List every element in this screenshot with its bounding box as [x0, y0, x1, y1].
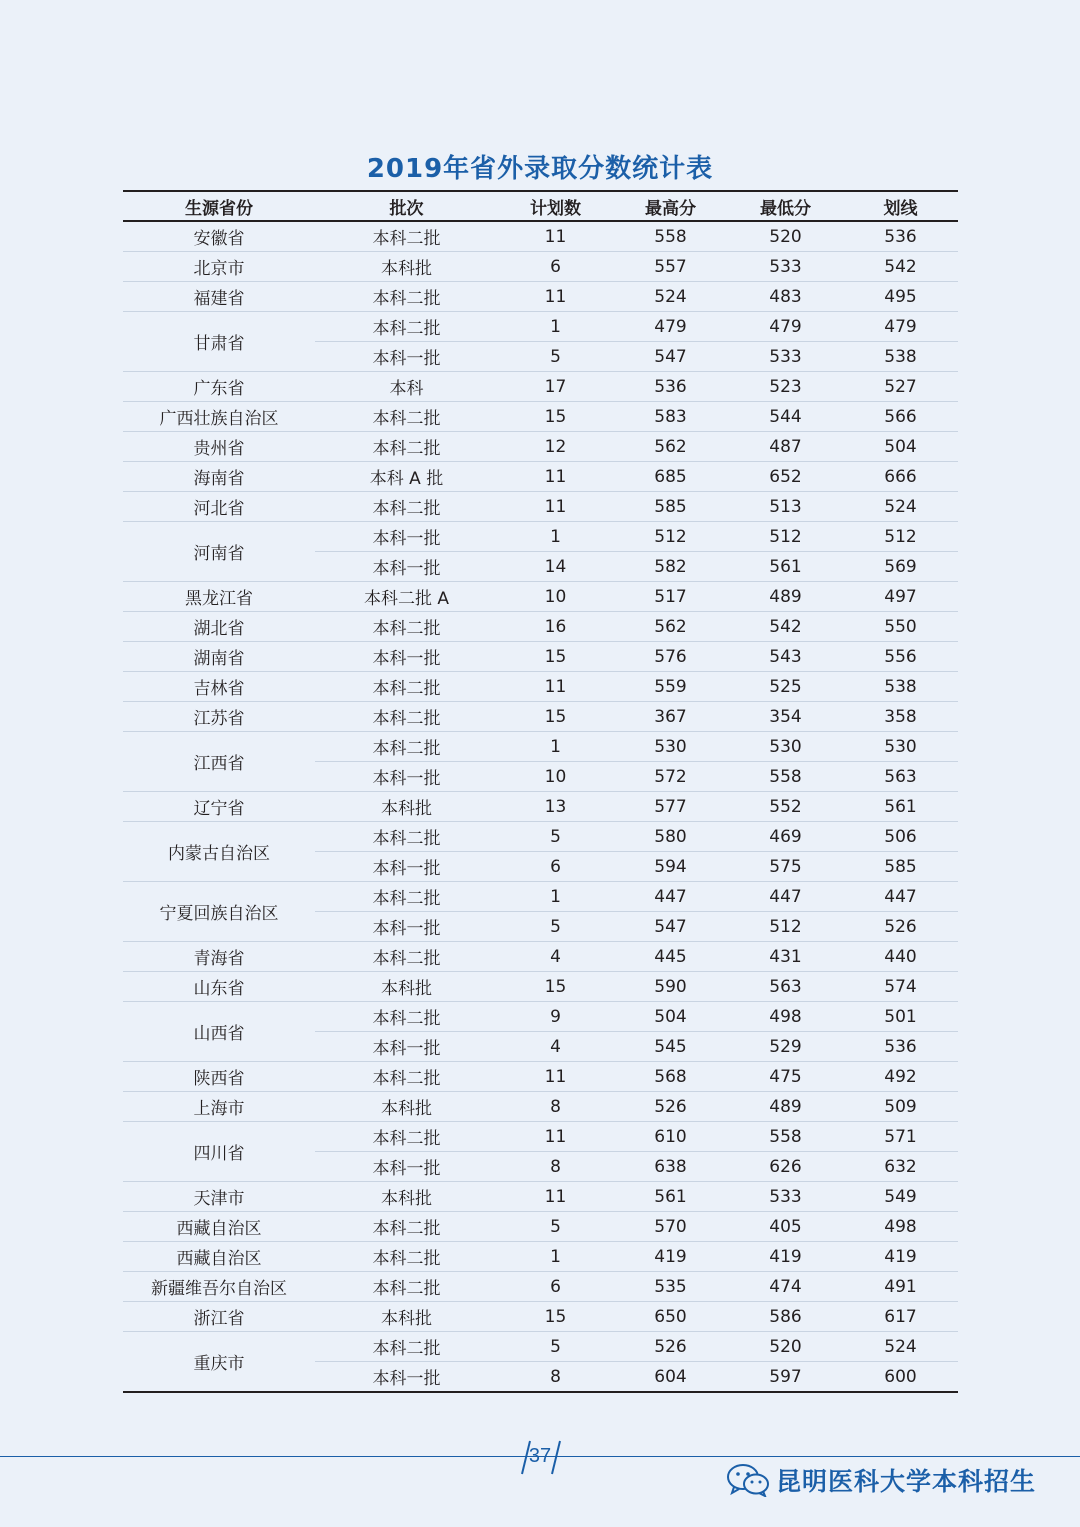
- max-score-cell: 419: [613, 1242, 728, 1272]
- table-row: [123, 1302, 958, 1332]
- table-row: [123, 432, 958, 462]
- min-score-cell: 543: [728, 642, 843, 672]
- max-score-cell: 524: [613, 282, 728, 312]
- batch-cell: 本科二批: [315, 221, 498, 252]
- plan-count-cell: 15: [498, 702, 613, 732]
- min-score-cell: 652: [728, 462, 843, 492]
- max-score-cell: 594: [613, 852, 728, 882]
- max-score-cell: 526: [613, 1332, 728, 1362]
- header-province: 生源省份: [123, 191, 315, 221]
- plan-count-cell: 5: [498, 342, 613, 372]
- cutoff-cell: 527: [843, 372, 958, 402]
- max-score-cell: 685: [613, 462, 728, 492]
- batch-cell: 本科二批: [315, 882, 498, 912]
- max-score-cell: 504: [613, 1002, 728, 1032]
- min-score-cell: 533: [728, 252, 843, 282]
- table-row: [123, 1212, 958, 1242]
- max-score-cell: 536: [613, 372, 728, 402]
- cutoff-cell: 569: [843, 552, 958, 582]
- plan-count-cell: 8: [498, 1092, 613, 1122]
- min-score-cell: 529: [728, 1032, 843, 1062]
- cutoff-cell: 538: [843, 342, 958, 372]
- plan-count-cell: 15: [498, 402, 613, 432]
- max-score-cell: 610: [613, 1122, 728, 1152]
- max-score-cell: 526: [613, 1092, 728, 1122]
- min-score-cell: 354: [728, 702, 843, 732]
- batch-cell: 本科一批: [315, 762, 498, 792]
- table-row: [123, 402, 958, 432]
- table-row: [123, 582, 958, 612]
- table-row: [123, 642, 958, 672]
- max-score-cell: 447: [613, 882, 728, 912]
- min-score-cell: 558: [728, 1122, 843, 1152]
- cutoff-cell: 440: [843, 942, 958, 972]
- cutoff-cell: 566: [843, 402, 958, 432]
- batch-cell: 本科批: [315, 252, 498, 282]
- table-row: [123, 972, 958, 1002]
- table-row: [123, 522, 958, 552]
- header-max-score: 最高分: [613, 191, 728, 221]
- table-row: [123, 492, 958, 522]
- max-score-cell: 561: [613, 1182, 728, 1212]
- page-number-box: [500, 1438, 580, 1478]
- table-row: [123, 612, 958, 642]
- batch-cell: 本科一批: [315, 1152, 498, 1182]
- min-score-cell: 575: [728, 852, 843, 882]
- max-score-cell: 517: [613, 582, 728, 612]
- plan-count-cell: 5: [498, 1212, 613, 1242]
- cutoff-cell: 524: [843, 492, 958, 522]
- min-score-cell: 533: [728, 1182, 843, 1212]
- province-cell: 甘肃省: [123, 312, 315, 372]
- cutoff-cell: 556: [843, 642, 958, 672]
- min-score-cell: 489: [728, 582, 843, 612]
- batch-cell: 本科一批: [315, 342, 498, 372]
- max-score-cell: 650: [613, 1302, 728, 1332]
- cutoff-cell: 492: [843, 1062, 958, 1092]
- min-score-cell: 487: [728, 432, 843, 462]
- max-score-cell: 530: [613, 732, 728, 762]
- province-cell: 吉林省: [123, 672, 315, 702]
- max-score-cell: 570: [613, 1212, 728, 1242]
- province-cell: 山西省: [123, 1002, 315, 1062]
- table-row: [123, 221, 958, 252]
- plan-count-cell: 6: [498, 252, 613, 282]
- plan-count-cell: 5: [498, 912, 613, 942]
- min-score-cell: 447: [728, 882, 843, 912]
- table-row: [123, 1182, 958, 1212]
- cutoff-cell: 617: [843, 1302, 958, 1332]
- plan-count-cell: 1: [498, 522, 613, 552]
- min-score-cell: 513: [728, 492, 843, 522]
- plan-count-cell: 8: [550, 1366, 561, 1387]
- header-plan-count: 计划数: [498, 191, 613, 221]
- cutoff-cell: 501: [843, 1002, 958, 1032]
- table-header-row: [123, 191, 958, 221]
- min-score-cell: 419: [728, 1242, 843, 1272]
- batch-cell: 本科二批: [315, 432, 498, 462]
- batch-cell: 本科二批: [315, 282, 498, 312]
- table-row: [123, 462, 958, 492]
- min-score-cell: 525: [728, 672, 843, 702]
- table-row: [123, 822, 958, 852]
- table-row: [123, 942, 958, 972]
- header-cutoff: 划线: [843, 191, 958, 221]
- table-row: [123, 672, 958, 702]
- batch-cell: 本科一批: [315, 552, 498, 582]
- province-cell: 浙江省: [123, 1302, 315, 1332]
- table-row: [123, 882, 958, 912]
- max-score-cell: 562: [613, 612, 728, 642]
- table-row: [123, 372, 958, 402]
- max-score-cell: 590: [613, 972, 728, 1002]
- province-cell: 宁夏回族自治区: [123, 882, 315, 942]
- min-score-cell: 474: [728, 1272, 843, 1302]
- province-cell: 上海市: [123, 1092, 315, 1122]
- batch-cell: 本科一批: [315, 852, 498, 882]
- cutoff-cell: 574: [843, 972, 958, 1002]
- batch-cell: 本科批: [315, 1182, 498, 1212]
- batch-cell: 本科二批: [315, 492, 498, 522]
- batch-cell: 本科二批: [315, 1332, 498, 1362]
- table-row: [123, 1002, 958, 1032]
- table-row: [123, 732, 958, 762]
- plan-count-cell: 11: [498, 1182, 613, 1212]
- min-score-cell: 530: [728, 732, 843, 762]
- province-cell: 新疆维吾尔自治区: [123, 1272, 315, 1302]
- batch-cell: 本科 A 批: [315, 462, 498, 492]
- min-score-cell: 431: [728, 942, 843, 972]
- page-number: 37: [528, 1445, 552, 1467]
- plan-count-cell: 11: [498, 221, 613, 252]
- cutoff-cell: 542: [843, 252, 958, 282]
- batch-cell: 本科二批: [315, 732, 498, 762]
- table-row: [123, 1272, 958, 1302]
- cutoff-cell: 563: [843, 762, 958, 792]
- min-score-cell: 597: [769, 1366, 802, 1387]
- province-cell: 福建省: [123, 282, 315, 312]
- cutoff-cell: 447: [843, 882, 958, 912]
- province-cell: 河南省: [123, 522, 315, 582]
- batch-cell: 本科二批: [315, 402, 498, 432]
- cutoff-cell: 571: [843, 1122, 958, 1152]
- max-score-cell: 562: [613, 432, 728, 462]
- batch-cell: 本科二批: [315, 1272, 498, 1302]
- plan-count-cell: 9: [498, 1002, 613, 1032]
- plan-count-cell: 10: [498, 762, 613, 792]
- max-score-cell: 559: [613, 672, 728, 702]
- min-score-cell: 479: [728, 312, 843, 342]
- footer-brand-text: 昆明医科大学本科招生: [776, 1467, 1037, 1496]
- min-score-cell: 489: [728, 1092, 843, 1122]
- province-cell: 西藏自治区: [123, 1242, 315, 1272]
- plan-count-cell: 11: [498, 492, 613, 522]
- cutoff-cell: 561: [843, 792, 958, 822]
- batch-cell: 本科一批: [315, 642, 498, 672]
- max-score-cell: 582: [613, 552, 728, 582]
- plan-count-cell: 5: [498, 822, 613, 852]
- batch-cell: 本科一批: [372, 1369, 441, 1389]
- table-row: [123, 1332, 958, 1362]
- table-row: [123, 282, 958, 312]
- province-cell: 黑龙江省: [123, 582, 315, 612]
- cutoff-cell: 536: [843, 1032, 958, 1062]
- province-cell: 海南省: [123, 462, 315, 492]
- min-score-cell: 405: [728, 1212, 843, 1242]
- header-batch: 批次: [315, 191, 498, 221]
- province-cell: 贵州省: [123, 432, 315, 462]
- cutoff-cell: 498: [843, 1212, 958, 1242]
- plan-count-cell: 4: [498, 1032, 613, 1062]
- max-score-cell: 367: [613, 702, 728, 732]
- province-cell: 重庆市: [123, 1332, 315, 1393]
- cutoff-cell: 632: [843, 1152, 958, 1182]
- cutoff-cell: 491: [843, 1272, 958, 1302]
- province-cell: 内蒙古自治区: [123, 822, 315, 882]
- province-cell: 江西省: [123, 732, 315, 792]
- plan-count-cell: 15: [498, 1302, 613, 1332]
- plan-count-cell: 13: [498, 792, 613, 822]
- min-score-cell: 561: [728, 552, 843, 582]
- min-score-cell: 563: [728, 972, 843, 1002]
- batch-cell: 本科一批: [315, 1032, 498, 1062]
- min-score-cell: 542: [728, 612, 843, 642]
- batch-cell: 本科二批: [315, 1242, 498, 1272]
- batch-cell: 本科: [315, 372, 498, 402]
- province-cell: 江苏省: [123, 702, 315, 732]
- min-score-cell: 498: [728, 1002, 843, 1032]
- cutoff-cell: 526: [843, 912, 958, 942]
- max-score-cell: 585: [613, 492, 728, 522]
- batch-cell: 本科二批: [315, 1122, 498, 1152]
- table-row: [123, 312, 958, 342]
- max-score-cell: 604: [654, 1366, 687, 1387]
- max-score-cell: 445: [613, 942, 728, 972]
- table-row: [123, 1242, 958, 1272]
- plan-count-cell: 1: [498, 1242, 613, 1272]
- province-cell: 河北省: [123, 492, 315, 522]
- table-row: [123, 792, 958, 822]
- cutoff-cell: 666: [843, 462, 958, 492]
- min-score-cell: 483: [728, 282, 843, 312]
- batch-cell: 本科二批: [315, 702, 498, 732]
- cutoff-cell: 536: [843, 221, 958, 252]
- batch-cell: 本科二批: [315, 822, 498, 852]
- plan-count-cell: 1: [498, 732, 613, 762]
- plan-count-cell: 6: [498, 1272, 613, 1302]
- table-row: [123, 1062, 958, 1092]
- batch-cell: 本科二批 A: [315, 582, 498, 612]
- min-score-cell: 533: [728, 342, 843, 372]
- batch-cell: 本科二批: [315, 942, 498, 972]
- plan-count-cell: 11: [498, 1062, 613, 1092]
- province-cell: 安徽省: [123, 221, 315, 252]
- batch-cell: 本科批: [315, 1092, 498, 1122]
- max-score-cell: 568: [613, 1062, 728, 1092]
- table-row: [123, 252, 958, 282]
- province-cell: 广东省: [123, 372, 315, 402]
- min-score-cell: 558: [728, 762, 843, 792]
- max-score-cell: 512: [613, 522, 728, 552]
- plan-count-cell: 14: [498, 552, 613, 582]
- max-score-cell: 479: [613, 312, 728, 342]
- cutoff-cell: 585: [843, 852, 958, 882]
- plan-count-cell: 15: [498, 972, 613, 1002]
- min-score-cell: 512: [728, 912, 843, 942]
- plan-count-cell: 12: [498, 432, 613, 462]
- cutoff-cell: 550: [843, 612, 958, 642]
- cutoff-cell: 512: [843, 522, 958, 552]
- table-row: [123, 1122, 958, 1152]
- footer-brand: [726, 1462, 1036, 1498]
- header-min-score: 最低分: [728, 191, 843, 221]
- min-score-cell: 552: [728, 792, 843, 822]
- province-cell: 天津市: [123, 1182, 315, 1212]
- cutoff-cell: 600: [884, 1366, 917, 1387]
- province-cell: 山东省: [123, 972, 315, 1002]
- plan-count-cell: 8: [498, 1152, 613, 1182]
- batch-cell: 本科二批: [315, 1062, 498, 1092]
- max-score-cell: 576: [613, 642, 728, 672]
- max-score-cell: 547: [613, 342, 728, 372]
- cutoff-cell: 509: [843, 1092, 958, 1122]
- province-cell: 西藏自治区: [123, 1212, 315, 1242]
- plan-count-cell: 11: [498, 1122, 613, 1152]
- batch-cell: 本科二批: [315, 612, 498, 642]
- batch-cell: 本科二批: [315, 312, 498, 342]
- plan-count-cell: 10: [498, 582, 613, 612]
- plan-count-cell: 17: [498, 372, 613, 402]
- batch-cell: 本科二批: [315, 1212, 498, 1242]
- min-score-cell: 512: [728, 522, 843, 552]
- province-cell: 青海省: [123, 942, 315, 972]
- table-body: [123, 221, 958, 1392]
- min-score-cell: 520: [728, 1332, 843, 1362]
- plan-count-cell: 11: [498, 462, 613, 492]
- min-score-cell: 586: [728, 1302, 843, 1332]
- batch-cell: 本科批: [315, 1302, 498, 1332]
- plan-count-cell: 15: [498, 642, 613, 672]
- table-row: [123, 1092, 958, 1122]
- min-score-cell: 520: [728, 221, 843, 252]
- max-score-cell: 572: [613, 762, 728, 792]
- province-cell: 广西壮族自治区: [123, 402, 315, 432]
- max-score-cell: 558: [613, 221, 728, 252]
- plan-count-cell: 11: [498, 672, 613, 702]
- cutoff-cell: 504: [843, 432, 958, 462]
- province-cell: 湖南省: [123, 642, 315, 672]
- max-score-cell: 583: [613, 402, 728, 432]
- cutoff-cell: 538: [843, 672, 958, 702]
- cutoff-cell: 358: [843, 702, 958, 732]
- max-score-cell: 580: [613, 822, 728, 852]
- min-score-cell: 475: [728, 1062, 843, 1092]
- batch-cell: 本科一批: [315, 522, 498, 552]
- plan-count-cell: 4: [498, 942, 613, 972]
- max-score-cell: 638: [613, 1152, 728, 1182]
- batch-cell: 本科一批: [315, 912, 498, 942]
- max-score-cell: 545: [613, 1032, 728, 1062]
- min-score-cell: 626: [728, 1152, 843, 1182]
- max-score-cell: 535: [613, 1272, 728, 1302]
- page-title: 2019年省外录取分数统计表: [366, 154, 714, 184]
- admission-score-table: [123, 190, 958, 1393]
- cutoff-cell: 497: [843, 582, 958, 612]
- province-cell: 四川省: [123, 1122, 315, 1182]
- plan-count-cell: 11: [498, 282, 613, 312]
- plan-count-cell: 1: [498, 882, 613, 912]
- province-cell: 陕西省: [123, 1062, 315, 1092]
- cutoff-cell: 479: [843, 312, 958, 342]
- cutoff-cell: 495: [843, 282, 958, 312]
- min-score-cell: 469: [728, 822, 843, 852]
- plan-count-cell: 16: [498, 612, 613, 642]
- cutoff-cell: 549: [843, 1182, 958, 1212]
- plan-count-cell: 6: [498, 852, 613, 882]
- max-score-cell: 547: [613, 912, 728, 942]
- max-score-cell: 577: [613, 792, 728, 822]
- plan-count-cell: 1: [498, 312, 613, 342]
- province-cell: 北京市: [123, 252, 315, 282]
- batch-cell: 本科二批: [315, 1002, 498, 1032]
- batch-cell: 本科批: [315, 972, 498, 1002]
- cutoff-cell: 419: [843, 1242, 958, 1272]
- batch-cell: 本科批: [315, 792, 498, 822]
- province-cell: 湖北省: [123, 612, 315, 642]
- batch-cell: 本科二批: [315, 672, 498, 702]
- table-row: [123, 702, 958, 732]
- cutoff-cell: 530: [843, 732, 958, 762]
- max-score-cell: 557: [613, 252, 728, 282]
- plan-count-cell: 5: [498, 1332, 613, 1362]
- cutoff-cell: 506: [843, 822, 958, 852]
- cutoff-cell: 524: [843, 1332, 958, 1362]
- province-cell: 辽宁省: [123, 792, 315, 822]
- min-score-cell: 544: [728, 402, 843, 432]
- wechat-icon: [726, 1463, 770, 1497]
- min-score-cell: 523: [728, 372, 843, 402]
